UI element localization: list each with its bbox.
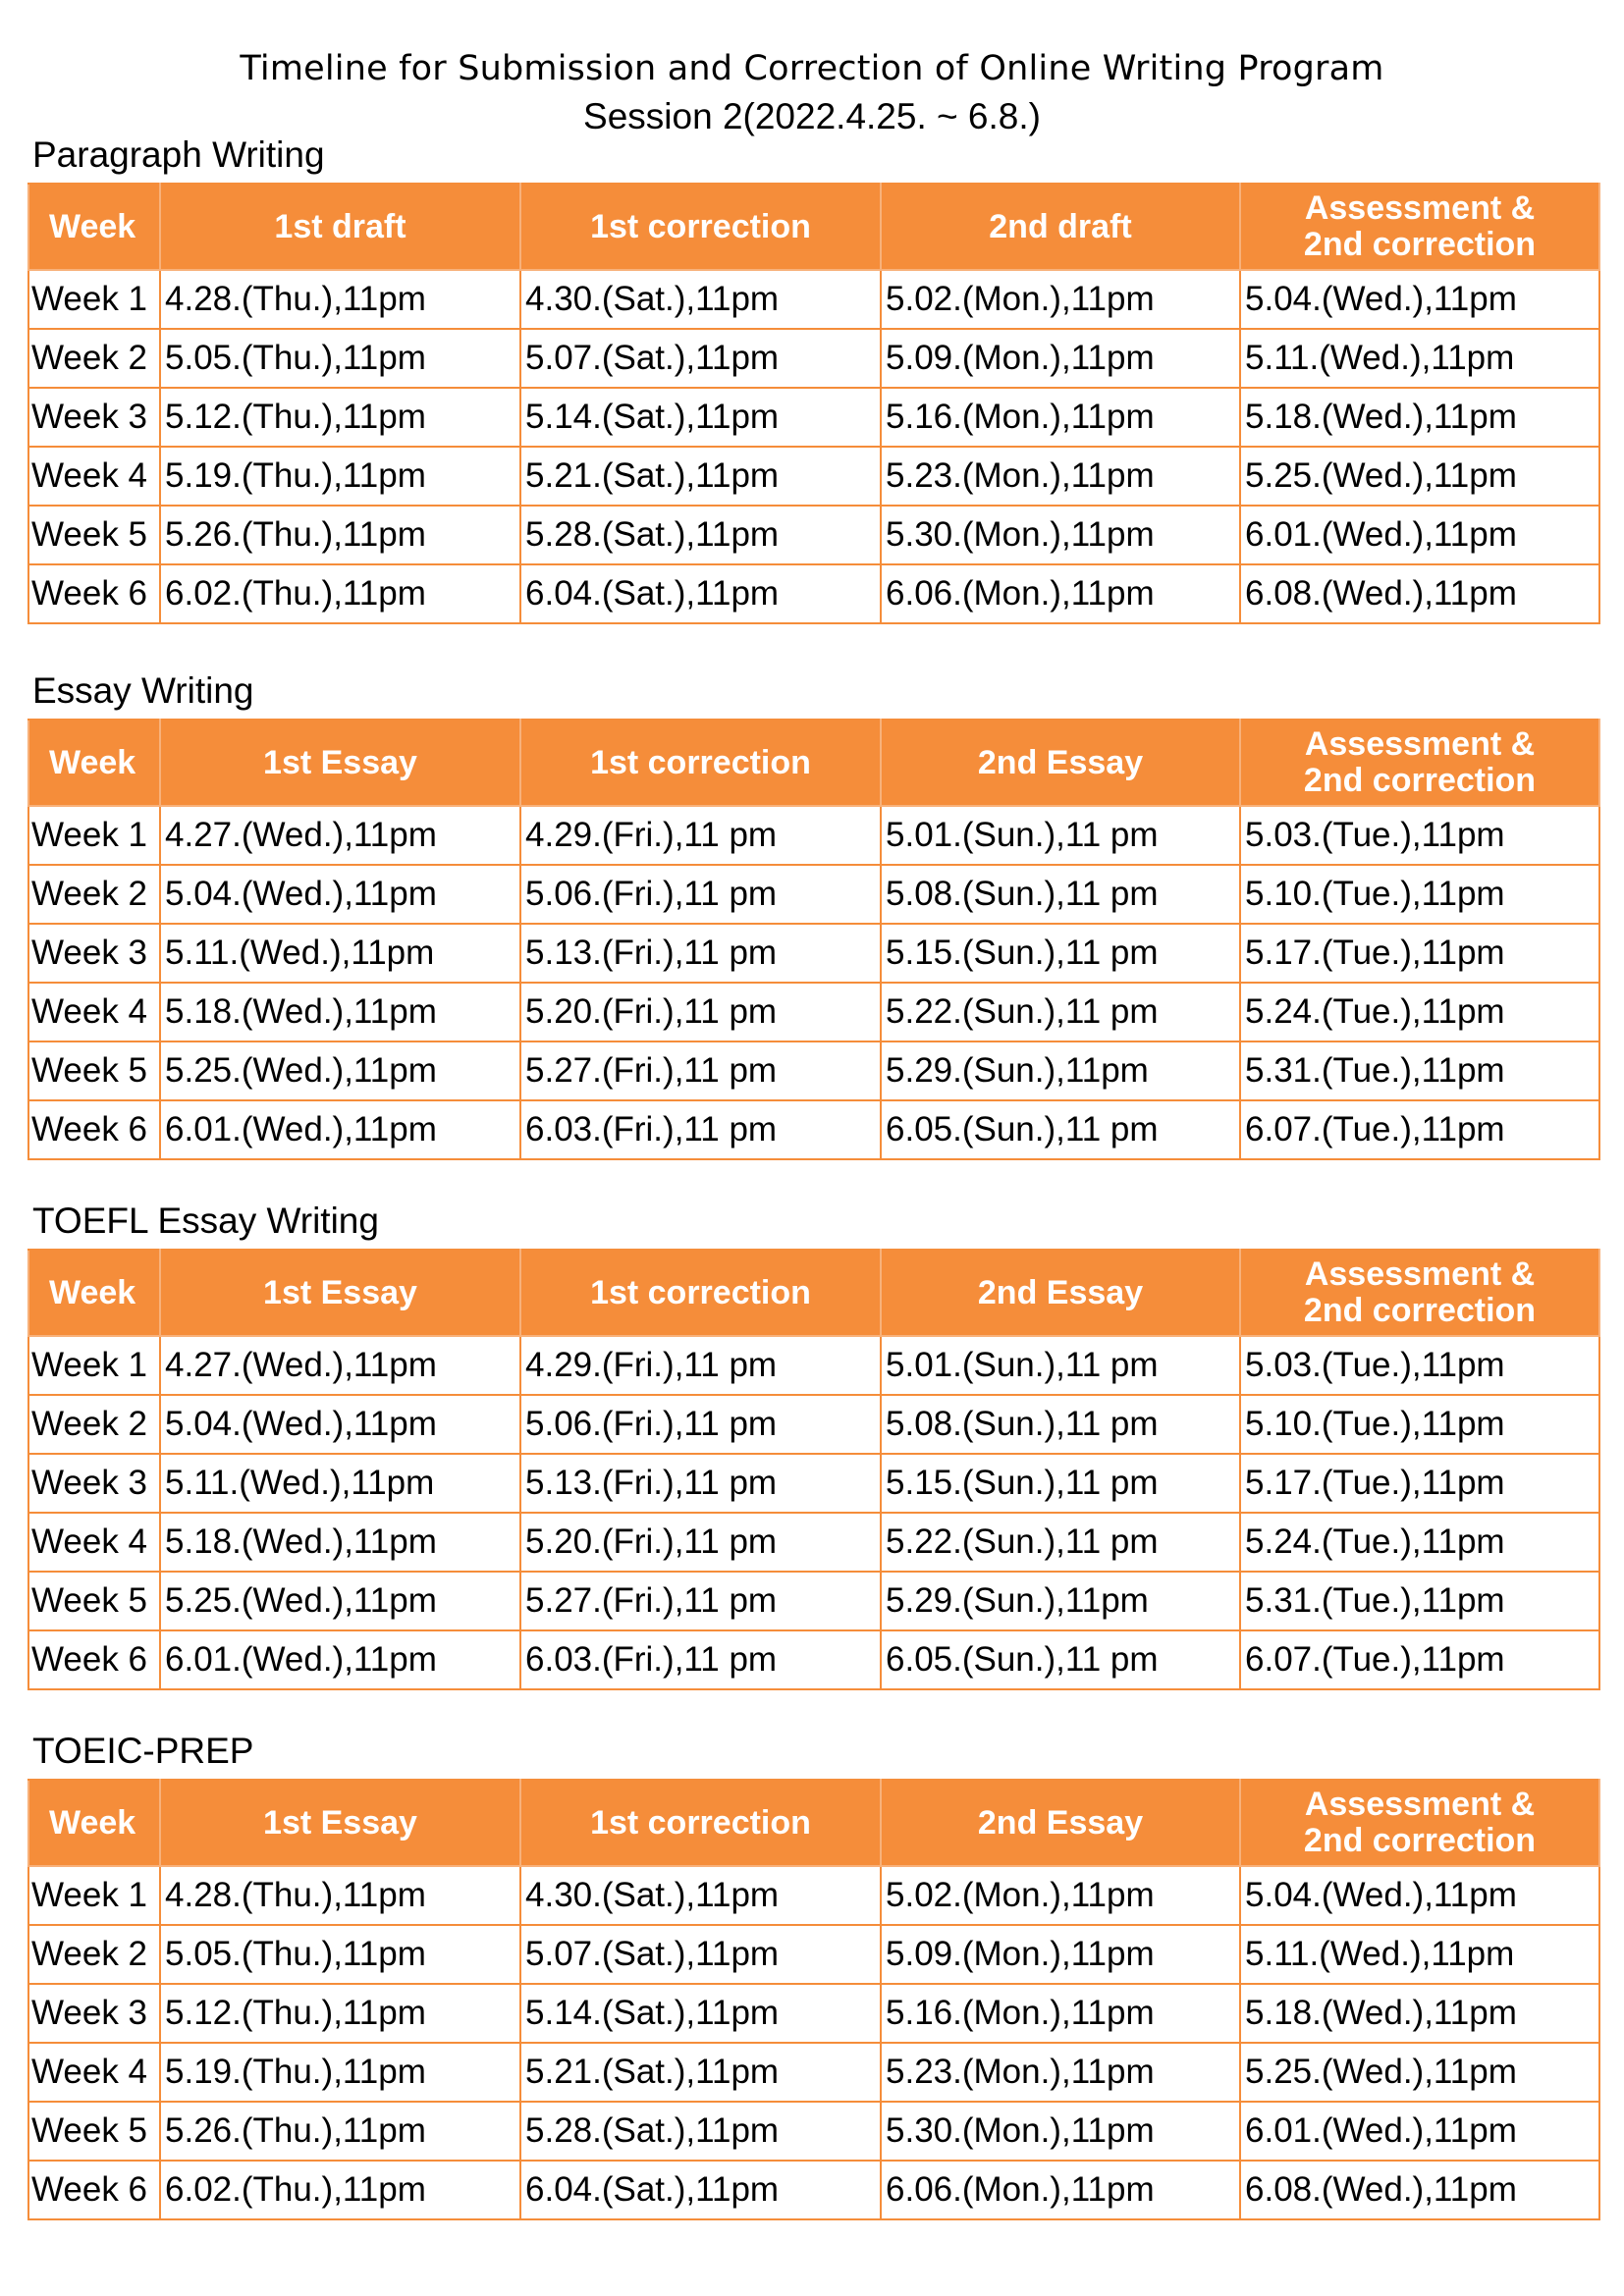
- deadline-cell: 6.04.(Sat.),11pm: [520, 2161, 881, 2219]
- column-header: 1st Essay: [160, 1780, 520, 1866]
- deadline-cell: 5.15.(Sun.),11 pm: [881, 1454, 1240, 1513]
- week-cell: Week 2: [28, 1925, 160, 1984]
- deadline-cell: 5.30.(Mon.),11pm: [881, 2102, 1240, 2161]
- deadline-cell: 6.06.(Mon.),11pm: [881, 2161, 1240, 2219]
- deadline-cell: 5.04.(Wed.),11pm: [1240, 1866, 1599, 1925]
- deadline-cell: 5.11.(Wed.),11pm: [1240, 1925, 1599, 1984]
- week-cell: Week 4: [28, 983, 160, 1041]
- deadline-cell: 5.30.(Mon.),11pm: [881, 506, 1240, 564]
- deadline-cell: 5.18.(Wed.),11pm: [160, 1513, 520, 1572]
- table-row: [28, 2043, 1599, 2102]
- deadline-cell: 5.25.(Wed.),11pm: [160, 1041, 520, 1100]
- column-header: 2nd draft: [881, 184, 1240, 270]
- deadline-cell: 5.31.(Tue.),11pm: [1240, 1572, 1599, 1630]
- week-cell: Week 4: [28, 1513, 160, 1572]
- deadline-cell: 5.20.(Fri.),11 pm: [520, 1513, 881, 1572]
- deadline-cell: 6.03.(Fri.),11 pm: [520, 1630, 881, 1689]
- deadline-cell: 5.18.(Wed.),11pm: [160, 983, 520, 1041]
- week-cell: Week 1: [28, 1336, 160, 1395]
- deadline-cell: 5.05.(Thu.),11pm: [160, 1925, 520, 1984]
- deadline-cell: 5.13.(Fri.),11 pm: [520, 1454, 881, 1513]
- deadline-cell: 5.14.(Sat.),11pm: [520, 388, 881, 447]
- column-header: Week: [28, 1780, 160, 1866]
- deadline-cell: 5.04.(Wed.),11pm: [160, 1395, 520, 1454]
- deadline-cell: 5.01.(Sun.),11 pm: [881, 1336, 1240, 1395]
- deadline-cell: 6.01.(Wed.),11pm: [160, 1100, 520, 1159]
- deadline-cell: 6.05.(Sun.),11 pm: [881, 1100, 1240, 1159]
- column-header: Assessment & 2nd correction: [1240, 1250, 1599, 1336]
- section-title-essay-writing: Essay Writing: [32, 670, 254, 711]
- deadline-cell: 5.19.(Thu.),11pm: [160, 2043, 520, 2102]
- week-cell: Week 3: [28, 1984, 160, 2043]
- column-header: 1st correction: [520, 184, 881, 270]
- week-cell: Week 5: [28, 506, 160, 564]
- column-header: Assessment & 2nd correction: [1240, 184, 1599, 270]
- table-row: [28, 1925, 1599, 1984]
- week-cell: Week 1: [28, 270, 160, 329]
- deadline-cell: 5.24.(Tue.),11pm: [1240, 983, 1599, 1041]
- deadline-cell: 4.30.(Sat.),11pm: [520, 1866, 881, 1925]
- table-row: [28, 1513, 1599, 1572]
- deadline-cell: 6.08.(Wed.),11pm: [1240, 2161, 1599, 2219]
- week-cell: Week 3: [28, 388, 160, 447]
- deadline-cell: 5.28.(Sat.),11pm: [520, 2102, 881, 2161]
- schedule-table-paragraph-writing: [27, 183, 1600, 624]
- deadline-cell: 5.29.(Sun.),11pm: [881, 1572, 1240, 1630]
- column-header: Week: [28, 184, 160, 270]
- deadline-cell: 5.16.(Mon.),11pm: [881, 1984, 1240, 2043]
- deadline-cell: 5.09.(Mon.),11pm: [881, 1925, 1240, 1984]
- week-cell: Week 2: [28, 329, 160, 388]
- week-cell: Week 1: [28, 1866, 160, 1925]
- column-header: 1st correction: [520, 1780, 881, 1866]
- table-header-row: [28, 1250, 1599, 1336]
- deadline-cell: 5.01.(Sun.),11 pm: [881, 806, 1240, 865]
- table-row: [28, 506, 1599, 564]
- deadline-cell: 5.08.(Sun.),11 pm: [881, 865, 1240, 924]
- table-row: [28, 270, 1599, 329]
- deadline-cell: 4.29.(Fri.),11 pm: [520, 806, 881, 865]
- week-cell: Week 5: [28, 1041, 160, 1100]
- table-row: [28, 1630, 1599, 1689]
- section-title-paragraph-writing: Paragraph Writing: [32, 134, 325, 175]
- table-row: [28, 1572, 1599, 1630]
- deadline-cell: 5.20.(Fri.),11 pm: [520, 983, 881, 1041]
- deadline-cell: 5.03.(Tue.),11pm: [1240, 806, 1599, 865]
- deadline-cell: 5.11.(Wed.),11pm: [160, 924, 520, 983]
- deadline-cell: 6.06.(Mon.),11pm: [881, 564, 1240, 623]
- week-cell: Week 3: [28, 1454, 160, 1513]
- table-row: [28, 1100, 1599, 1159]
- week-cell: Week 6: [28, 2161, 160, 2219]
- deadline-cell: 5.18.(Wed.),11pm: [1240, 1984, 1599, 2043]
- deadline-cell: 6.05.(Sun.),11 pm: [881, 1630, 1240, 1689]
- table-header-row: [28, 720, 1599, 806]
- column-header: Assessment & 2nd correction: [1240, 1780, 1599, 1866]
- deadline-cell: 5.27.(Fri.),11 pm: [520, 1572, 881, 1630]
- deadline-cell: 5.25.(Wed.),11pm: [160, 1572, 520, 1630]
- week-cell: Week 4: [28, 2043, 160, 2102]
- week-cell: Week 2: [28, 865, 160, 924]
- deadline-cell: 5.27.(Fri.),11 pm: [520, 1041, 881, 1100]
- week-cell: Week 4: [28, 447, 160, 506]
- document-title: Timeline for Submission and Correction of Online Writing Program: [240, 49, 1384, 88]
- column-header: 1st draft: [160, 184, 520, 270]
- deadline-cell: 5.07.(Sat.),11pm: [520, 329, 881, 388]
- week-cell: Week 6: [28, 1630, 160, 1689]
- table-row: [28, 1454, 1599, 1513]
- deadline-cell: 5.04.(Wed.),11pm: [160, 865, 520, 924]
- column-header: 1st correction: [520, 1250, 881, 1336]
- table-row: [28, 1395, 1599, 1454]
- table-row: [28, 983, 1599, 1041]
- deadline-cell: 5.21.(Sat.),11pm: [520, 2043, 881, 2102]
- deadline-cell: 5.23.(Mon.),11pm: [881, 2043, 1240, 2102]
- deadline-cell: 5.28.(Sat.),11pm: [520, 506, 881, 564]
- schedule-table-toefl-essay-writing: [27, 1249, 1600, 1690]
- deadline-cell: 4.28.(Thu.),11pm: [160, 270, 520, 329]
- table-row: [28, 2102, 1599, 2161]
- week-cell: Week 3: [28, 924, 160, 983]
- deadline-cell: 5.16.(Mon.),11pm: [881, 388, 1240, 447]
- deadline-cell: 5.21.(Sat.),11pm: [520, 447, 881, 506]
- table-row: [28, 806, 1599, 865]
- deadline-cell: 6.01.(Wed.),11pm: [1240, 506, 1599, 564]
- column-header: 2nd Essay: [881, 1780, 1240, 1866]
- document-subtitle: Session 2(2022.4.25. ~ 6.8.): [583, 96, 1041, 136]
- column-header: Week: [28, 1250, 160, 1336]
- deadline-cell: 5.26.(Thu.),11pm: [160, 506, 520, 564]
- deadline-cell: 5.02.(Mon.),11pm: [881, 1866, 1240, 1925]
- deadline-cell: 5.10.(Tue.),11pm: [1240, 865, 1599, 924]
- table-row: [28, 2161, 1599, 2219]
- table-row: [28, 447, 1599, 506]
- deadline-cell: 5.23.(Mon.),11pm: [881, 447, 1240, 506]
- week-cell: Week 6: [28, 564, 160, 623]
- column-header: 2nd Essay: [881, 1250, 1240, 1336]
- deadline-cell: 5.08.(Sun.),11 pm: [881, 1395, 1240, 1454]
- deadline-cell: 5.07.(Sat.),11pm: [520, 1925, 881, 1984]
- table-row: [28, 388, 1599, 447]
- deadline-cell: 5.12.(Thu.),11pm: [160, 388, 520, 447]
- week-cell: Week 2: [28, 1395, 160, 1454]
- column-header: 2nd Essay: [881, 720, 1240, 806]
- deadline-cell: 5.22.(Sun.),11 pm: [881, 983, 1240, 1041]
- deadline-cell: 5.06.(Fri.),11 pm: [520, 1395, 881, 1454]
- deadline-cell: 5.11.(Wed.),11pm: [160, 1454, 520, 1513]
- table-row: [28, 1336, 1599, 1395]
- schedule-table-toeic-prep: [27, 1779, 1600, 2220]
- week-cell: Week 5: [28, 2102, 160, 2161]
- deadline-cell: 5.17.(Tue.),11pm: [1240, 1454, 1599, 1513]
- section-title-toeic-prep: TOEIC-PREP: [32, 1731, 254, 1771]
- deadline-cell: 5.05.(Thu.),11pm: [160, 329, 520, 388]
- deadline-cell: 5.31.(Tue.),11pm: [1240, 1041, 1599, 1100]
- deadline-cell: 5.17.(Tue.),11pm: [1240, 924, 1599, 983]
- deadline-cell: 5.11.(Wed.),11pm: [1240, 329, 1599, 388]
- deadline-cell: 6.03.(Fri.),11 pm: [520, 1100, 881, 1159]
- deadline-cell: 6.02.(Thu.),11pm: [160, 2161, 520, 2219]
- column-header: 1st Essay: [160, 1250, 520, 1336]
- table-row: [28, 865, 1599, 924]
- week-cell: Week 1: [28, 806, 160, 865]
- column-header: 1st Essay: [160, 720, 520, 806]
- table-row: [28, 1041, 1599, 1100]
- deadline-cell: 6.07.(Tue.),11pm: [1240, 1100, 1599, 1159]
- deadline-cell: 4.29.(Fri.),11 pm: [520, 1336, 881, 1395]
- table-row: [28, 1984, 1599, 2043]
- table-row: [28, 924, 1599, 983]
- deadline-cell: 6.01.(Wed.),11pm: [1240, 2102, 1599, 2161]
- deadline-cell: 5.14.(Sat.),11pm: [520, 1984, 881, 2043]
- deadline-cell: 6.01.(Wed.),11pm: [160, 1630, 520, 1689]
- deadline-cell: 5.25.(Wed.),11pm: [1240, 447, 1599, 506]
- deadline-cell: 6.04.(Sat.),11pm: [520, 564, 881, 623]
- table-row: [28, 1866, 1599, 1925]
- deadline-cell: 5.19.(Thu.),11pm: [160, 447, 520, 506]
- schedule-table-essay-writing: [27, 719, 1600, 1160]
- table-row: [28, 564, 1599, 623]
- deadline-cell: 5.02.(Mon.),11pm: [881, 270, 1240, 329]
- deadline-cell: 5.04.(Wed.),11pm: [1240, 270, 1599, 329]
- deadline-cell: 4.30.(Sat.),11pm: [520, 270, 881, 329]
- week-cell: Week 6: [28, 1100, 160, 1159]
- deadline-cell: 6.02.(Thu.),11pm: [160, 564, 520, 623]
- deadline-cell: 5.10.(Tue.),11pm: [1240, 1395, 1599, 1454]
- week-cell: Week 5: [28, 1572, 160, 1630]
- deadline-cell: 5.13.(Fri.),11 pm: [520, 924, 881, 983]
- deadline-cell: 6.07.(Tue.),11pm: [1240, 1630, 1599, 1689]
- deadline-cell: 5.29.(Sun.),11pm: [881, 1041, 1240, 1100]
- deadline-cell: 5.03.(Tue.),11pm: [1240, 1336, 1599, 1395]
- deadline-cell: 5.09.(Mon.),11pm: [881, 329, 1240, 388]
- table-header-row: [28, 1780, 1599, 1866]
- section-title-toefl-essay-writing: TOEFL Essay Writing: [32, 1201, 379, 1241]
- deadline-cell: 4.28.(Thu.),11pm: [160, 1866, 520, 1925]
- table-row: [28, 329, 1599, 388]
- column-header: Week: [28, 720, 160, 806]
- deadline-cell: 5.26.(Thu.),11pm: [160, 2102, 520, 2161]
- column-header: Assessment & 2nd correction: [1240, 720, 1599, 806]
- deadline-cell: 5.25.(Wed.),11pm: [1240, 2043, 1599, 2102]
- column-header: 1st correction: [520, 720, 881, 806]
- deadline-cell: 5.18.(Wed.),11pm: [1240, 388, 1599, 447]
- table-header-row: [28, 184, 1599, 270]
- deadline-cell: 4.27.(Wed.),11pm: [160, 1336, 520, 1395]
- deadline-cell: 5.12.(Thu.),11pm: [160, 1984, 520, 2043]
- deadline-cell: 6.08.(Wed.),11pm: [1240, 564, 1599, 623]
- deadline-cell: 5.24.(Tue.),11pm: [1240, 1513, 1599, 1572]
- deadline-cell: 5.15.(Sun.),11 pm: [881, 924, 1240, 983]
- deadline-cell: 4.27.(Wed.),11pm: [160, 806, 520, 865]
- deadline-cell: 5.06.(Fri.),11 pm: [520, 865, 881, 924]
- deadline-cell: 5.22.(Sun.),11 pm: [881, 1513, 1240, 1572]
